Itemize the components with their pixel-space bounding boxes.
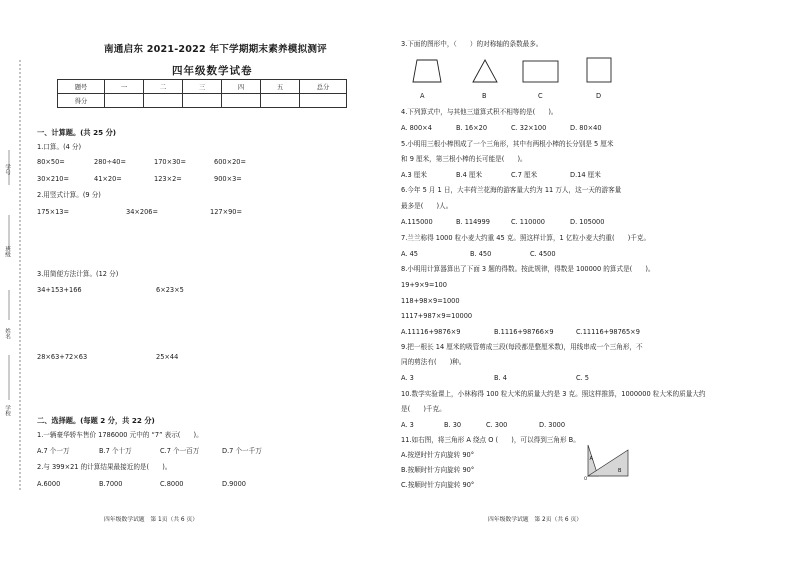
shape-label: C xyxy=(538,92,543,100)
section2-heading: 二、选择题。(每题 2 分，共 22 分) xyxy=(37,416,155,425)
option[interactable]: D. 80×40 xyxy=(570,124,602,132)
option[interactable]: B.7000 xyxy=(99,480,123,488)
option[interactable]: B. 30 xyxy=(444,421,462,429)
score-input-cell[interactable] xyxy=(183,94,222,108)
binding-label-name: 姓名 xyxy=(4,328,10,340)
vertical-item: 175×13= xyxy=(37,208,70,216)
option[interactable]: A. 3 xyxy=(401,421,414,429)
option[interactable]: A.6000 xyxy=(37,480,61,488)
option[interactable]: C.7 个一百万 xyxy=(160,447,200,455)
section1-heading: 一、计算题。(共 25 分) xyxy=(37,128,117,137)
label-a: A xyxy=(589,456,593,462)
question-text: 5.小明用三根小棒围成了一个三角形，其中有两根小棒的长分别是 5 厘米 xyxy=(401,140,614,148)
option[interactable]: B.7 个十万 xyxy=(99,447,132,455)
simple-item: 34+153+166 xyxy=(37,286,82,294)
question-title: 1.口算。(4 分) xyxy=(37,143,82,151)
question-text: 3.下面的图形中，（ ）的对称轴的条数最多。 xyxy=(401,40,543,48)
option[interactable]: B. 450 xyxy=(470,250,492,258)
label-b: B xyxy=(618,468,622,474)
question-title: 3.用简便方法计算。(12 分) xyxy=(37,270,119,278)
option[interactable]: C.8000 xyxy=(160,480,184,488)
score-input-cell[interactable] xyxy=(261,94,300,108)
pattern-line: 118+98×9=1000 xyxy=(401,297,460,305)
simple-item: 28×63+72×63 xyxy=(37,353,88,361)
option[interactable]: A.115000 xyxy=(401,218,433,226)
option[interactable]: A.7 个一万 xyxy=(37,447,70,455)
option[interactable]: A.按逆时针方向旋转 90° xyxy=(401,451,475,459)
question-text: 11.如右图，将三角形 A 绕点 O ( )，可以得到三角形 B。 xyxy=(401,436,580,444)
question-text: 4.下列算式中，与其他三道算式积不相等的是( )。 xyxy=(401,108,558,116)
score-header-cell: 三 xyxy=(183,80,222,94)
oral-item: 30×210= xyxy=(37,175,70,183)
square-shape xyxy=(587,58,611,82)
option[interactable]: D.7 个一千万 xyxy=(222,447,262,455)
trapezoid-shape xyxy=(413,60,441,82)
vertical-item: 34×206= xyxy=(126,208,159,216)
binding-lines xyxy=(0,0,34,561)
question-title: 2.用竖式计算。(9 分) xyxy=(37,191,101,199)
question-text: 10.数学实验课上，小林称得 100 粒大米的质量大约是 3 克。照这样推算，1000000 粒大米的质量大约 xyxy=(401,390,706,398)
label-o: O xyxy=(584,476,588,480)
score-header-cell: 五 xyxy=(261,80,300,94)
score-table xyxy=(57,79,347,108)
pattern-line: 1117+987×9=10000 xyxy=(401,312,473,320)
score-row-label: 得分 xyxy=(58,94,105,108)
binding-label-school: 学校 xyxy=(4,405,10,417)
score-table-score-row xyxy=(58,94,347,108)
question-text: 7.兰兰称得 1000 粒小麦大约重 45 克。照这样计算，1 亿粒小麦大约重( )千克。 xyxy=(401,234,651,242)
simple-item: 6×23×5 xyxy=(156,286,184,294)
binding-label-student-id: 学号 xyxy=(4,164,10,176)
oral-item: 80×50= xyxy=(37,158,65,166)
question-text: 6.今年 5 月 1 日，大丰荷兰花海的游客量大约为 11 万人，这一天的游客量 xyxy=(401,186,622,194)
oral-item: 280÷40= xyxy=(94,158,127,166)
option[interactable]: B. 114999 xyxy=(456,218,490,226)
option[interactable]: D. 3000 xyxy=(539,421,566,429)
question-text: 最多是( )人。 xyxy=(401,202,453,210)
triangle-shape xyxy=(473,60,497,82)
score-header-cell: 总分 xyxy=(300,80,347,94)
question-text: 是( )千克。 xyxy=(401,405,446,413)
score-input-cell[interactable] xyxy=(300,94,347,108)
score-input-cell[interactable] xyxy=(105,94,144,108)
vertical-item: 127×90= xyxy=(210,208,243,216)
option[interactable]: A. 45 xyxy=(401,250,418,258)
shape-label: B xyxy=(482,92,487,100)
option[interactable]: B. 16×20 xyxy=(456,124,488,132)
option[interactable]: C. 300 xyxy=(486,421,508,429)
question-text: 2.与 399×21 的计算结果最接近的是( )。 xyxy=(37,463,172,471)
page-footer-right: 四年级数学试题 第 2页（共 6 页） xyxy=(488,517,583,523)
pattern-line: 19+9×9=100 xyxy=(401,281,447,289)
oral-item: 900×3= xyxy=(214,175,242,183)
rotation-figure xyxy=(584,442,632,480)
option[interactable]: B.1116+98766×9 xyxy=(494,328,554,336)
option[interactable]: A.11116+9876×9 xyxy=(401,328,461,336)
symmetry-shapes xyxy=(405,56,615,92)
option[interactable]: D.9000 xyxy=(222,480,246,488)
option[interactable]: C. 5 xyxy=(576,374,589,382)
shape-label: D xyxy=(596,92,602,100)
score-input-cell[interactable] xyxy=(222,94,261,108)
option[interactable]: A. 800×4 xyxy=(401,124,432,132)
exam-title: 南通启东 2021-2022 年下学期期末素养模拟测评 xyxy=(104,44,327,55)
oral-item: 123×2= xyxy=(154,175,182,183)
score-header-cell: 二 xyxy=(144,80,183,94)
binding-margin xyxy=(0,0,34,561)
simple-item: 25×44 xyxy=(156,353,179,361)
exam-subtitle: 四年级数学试卷 xyxy=(172,65,253,77)
oral-item: 41×20= xyxy=(94,175,122,183)
question-text: 9.把一根长 14 厘米的吸管剪成三段(每段都是整厘米数)，用线串成一个三角形，不 xyxy=(401,343,643,351)
score-input-cell[interactable] xyxy=(144,94,183,108)
oral-item: 600×20= xyxy=(214,158,247,166)
option[interactable]: B. 4 xyxy=(494,374,507,382)
option[interactable]: C.11116+98765×9 xyxy=(576,328,640,336)
option[interactable]: C. 110000 xyxy=(511,218,545,226)
option[interactable]: C.7 厘米 xyxy=(511,171,538,179)
option[interactable]: C. 4500 xyxy=(530,250,556,258)
score-table-header-row xyxy=(58,80,347,94)
option[interactable]: C. 32×100 xyxy=(511,124,547,132)
score-header-cell: 四 xyxy=(222,80,261,94)
page-footer-left: 四年级数学试题 第 1页（共 6 页） xyxy=(104,517,199,523)
question-text: 8.小明用计算器算出了下面 3 题的得数。按此规律，得数是 100000 的算式是( )。 xyxy=(401,265,655,273)
question-text: 和 9 厘米，第三根小棒的长可能是( )。 xyxy=(401,155,527,163)
oral-item: 170×30= xyxy=(154,158,187,166)
score-header-cell: 一 xyxy=(105,80,144,94)
option[interactable]: A. 3 xyxy=(401,374,414,382)
option[interactable]: D. 105000 xyxy=(570,218,605,226)
option[interactable]: B.4 厘米 xyxy=(456,171,483,179)
shape-label: A xyxy=(420,92,425,100)
option[interactable]: D.14 厘米 xyxy=(570,171,601,179)
rectangle-shape xyxy=(523,61,558,82)
binding-label-class: 班级 xyxy=(4,246,10,258)
question-text: 同的剪法有( )种。 xyxy=(401,358,466,366)
question-text: 1.一辆豪华轿车售价 1786000 元中的 “7” 表示( )。 xyxy=(37,431,203,439)
option[interactable]: A.3 厘米 xyxy=(401,171,427,179)
option[interactable]: B.按顺时针方向旋转 90° xyxy=(401,466,475,474)
score-header-cell: 题号 xyxy=(58,80,105,94)
option[interactable]: C.按顺时针方向旋转 90° xyxy=(401,481,475,489)
